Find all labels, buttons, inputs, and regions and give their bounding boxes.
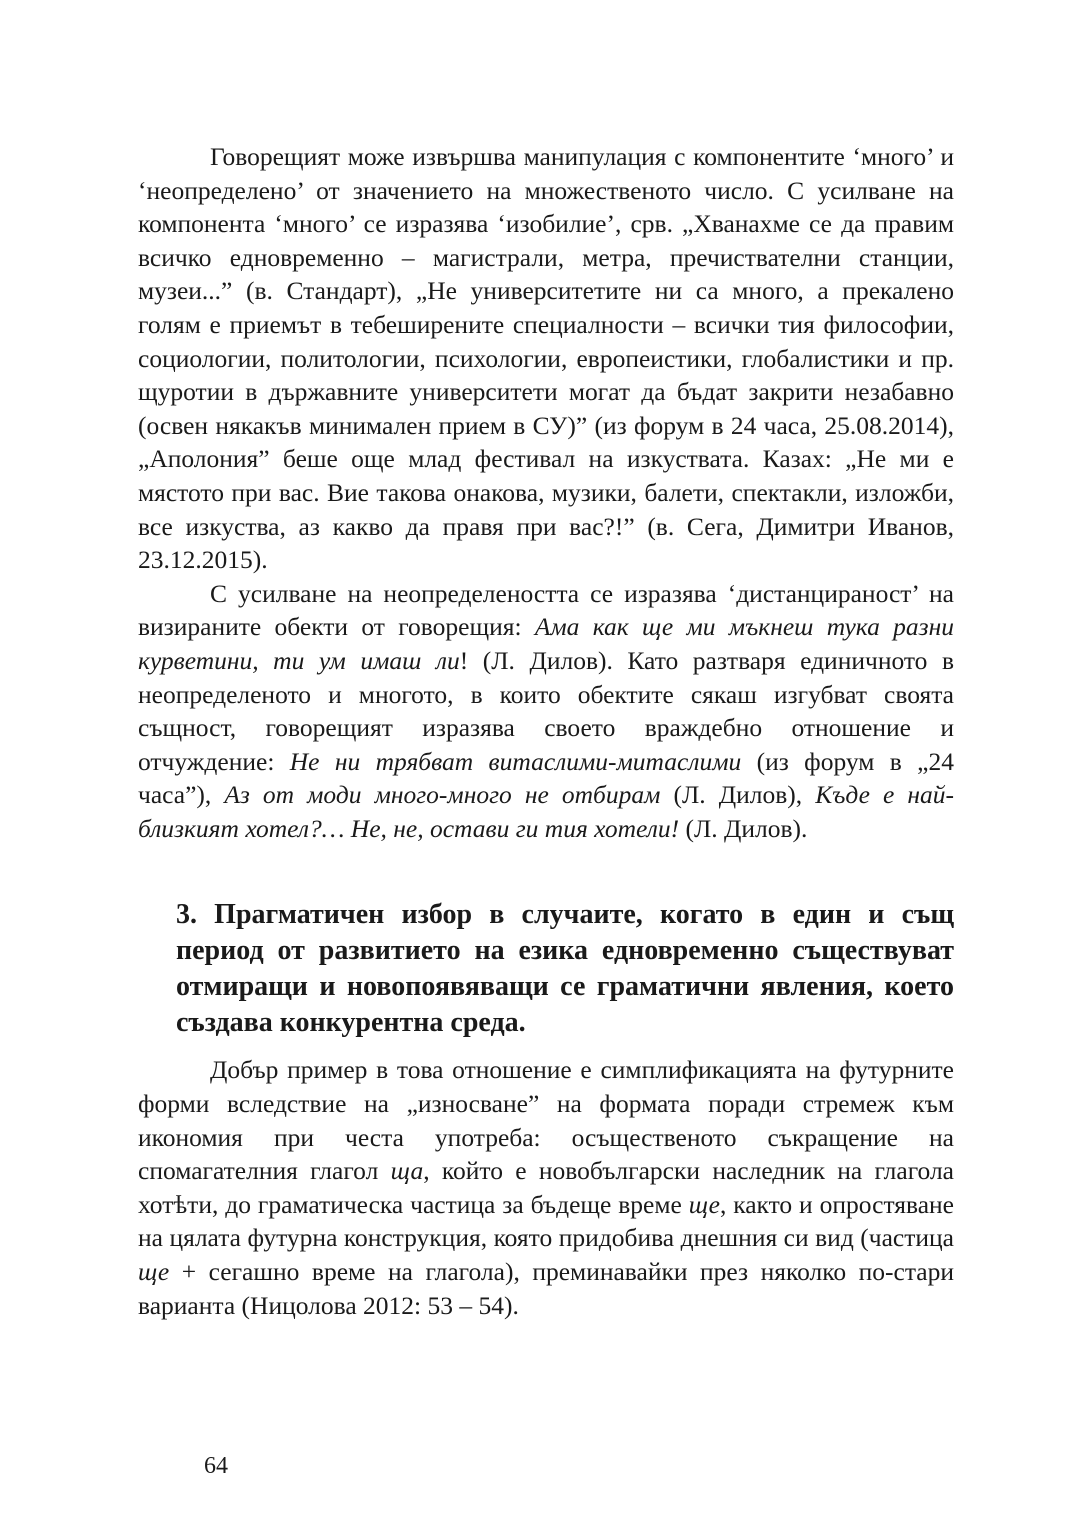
paragraph-3-text-b: , който е новобългарски наследник на глагола	[423, 1156, 955, 1186]
paragraph-2-text-a: С усилване на неопределеността се изразява ‘дистанцираност’ на визираните обекти от говорещия:	[138, 578, 954, 642]
paragraph-1-text: Говорещият може извършва манипулация с компонентите ‘много’ и ‘неопределено’ от значението на множественото число. С усилване на компонента ‘много’ се изразява ‘изобилие’, срв. „Хванахме се да правим всичко едновременно – магистрали, метра, пречиствателни станции, музеи...” (в. Стандарт), „Не университетите ни са много, а прекалено голям е приемът в тебеширените специалности – всички тия философии, социологии, политологии, психологии, европеистики, глобалистики и пр. щуротии в държавните университети могат да бъдат закрити незабавно (освен някакъв минимален прием в СУ)” (из форум в 24 часа, 25.08.2014), „Аполония” беше още млад фестивал на изкуствата. Казах: „Не ми е мястото при вас. Вие такова онакова, музики, балети, спектакли, изложби, все изкуства, аз какво да правя при вас?!” (в. Сега, Димитри Иванов, 23.12.2015).	[138, 142, 954, 575]
example-italic-3: Аз от моди много-много не отбирам	[224, 780, 661, 810]
paragraph-3-text-e: + сегашно време на глагола), преминавайки през няколко по-стари варианта (Ницолова 2012: 53 – 54).	[138, 1257, 954, 1320]
paragraph-3-text-c: , до граматическа частица за бъдеще време	[211, 1189, 689, 1219]
paragraph-multitude	[138, 140, 954, 577]
paragraph-3-text-d: , както и опростяване на цялата футурна конструкция, която придобива днешния си вид (частица	[138, 1189, 954, 1253]
page-body	[138, 140, 954, 1322]
word-shta: ща	[390, 1156, 424, 1186]
paragraph-2-text-c: (из форум в „24 часа”),	[138, 746, 954, 810]
example-italic-1: Ама как ще ми мъкнеш тука разни курветини, ти ум имаш ли	[138, 612, 954, 675]
example-italic-4: Къде е най-близкият хотел?… Не, не, остави ги тия хотели!	[138, 780, 954, 843]
section-heading: 3. Прагматичен избор в случаите, когато в един и същ период от развитието на езика едновременно съществуват отмиращи и новопоявяващи се граматични явления, което създава конкурентна среда.	[176, 899, 954, 1039]
paragraph-2-text-d: (Л. Дилов),	[660, 780, 816, 810]
page-number: 64	[204, 1453, 228, 1479]
example-italic-2: Не ни трябват витаслими-митаслими	[289, 746, 742, 776]
old-bulgarian-word: хотѣти	[138, 1189, 212, 1219]
paragraph-2-text-b: ! (Л. Дилов). Като разтваря единичното в неопределеното и многото, в които обектите сякаш изгубват своята същност, говорещият изразява своето враждебно отношение и отчуждение:	[138, 645, 954, 776]
paragraph-future-forms	[138, 1053, 954, 1322]
paragraph-indefiniteness	[138, 577, 954, 846]
paragraph-3-text-a: Добър пример в това отношение е симплификацията на футурните форми вследствие на „износване” на формата поради стремеж към икономия при честа употреба: осъщественото съкращение на спомагателния глагол	[138, 1055, 954, 1186]
paragraph-2-text-e: (Л. Дилов).	[679, 813, 808, 843]
word-shte-2: ще	[138, 1257, 170, 1287]
word-shte-1: ще	[688, 1189, 720, 1219]
